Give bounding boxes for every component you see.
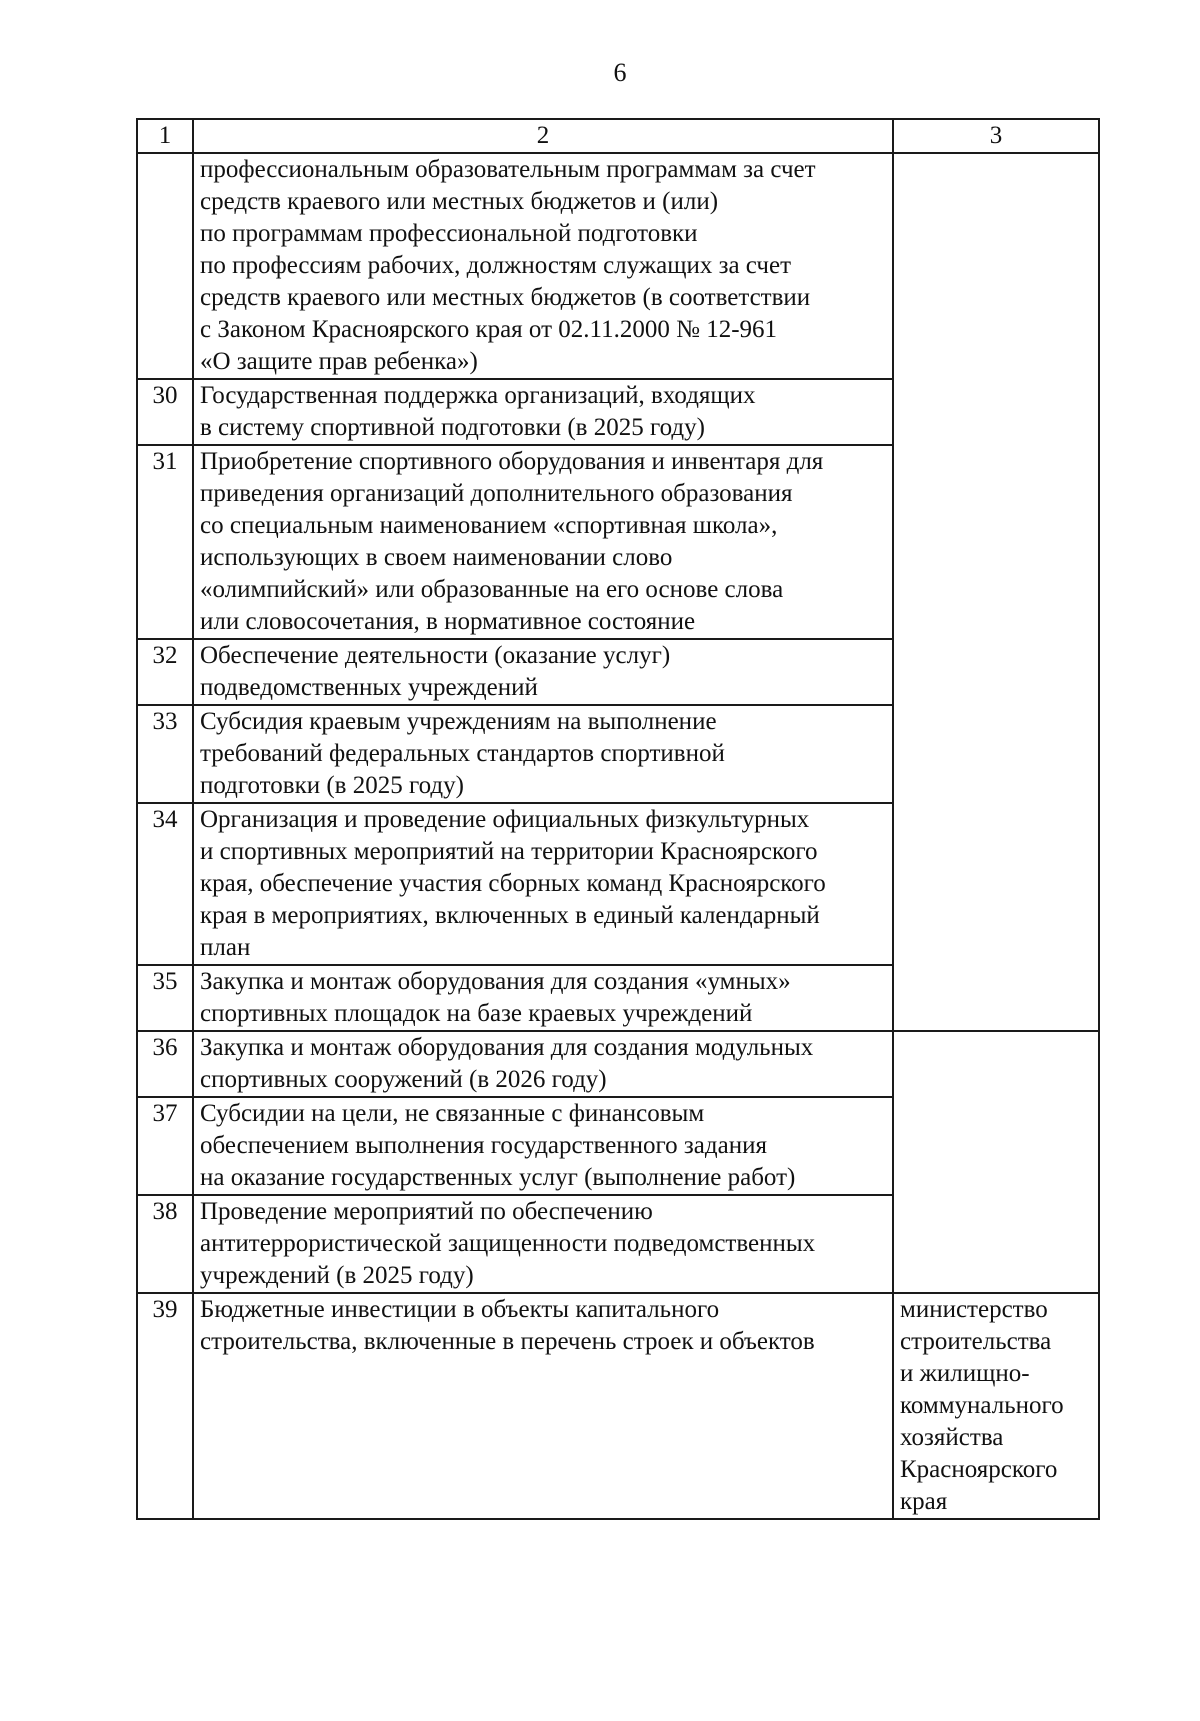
row-text: Приобретение спортивного оборудования и инвентаря для приведения организаций дополнительного образования со специальным наименованием «спортивная школа», использующих в своем наименовании слово «олимпийский» или образованные на его основе слова или словосочетания, в нормативное состояние <box>193 445 893 639</box>
executor-cell <box>893 1031 1099 1293</box>
row-number: 37 <box>137 1097 193 1195</box>
row-text: Закупка и монтаж оборудования для создания «умных» спортивных площадок на базе краевых учреждений <box>193 965 893 1031</box>
row-text: Организация и проведение официальных физкультурных и спортивных мероприятий на территории Красноярского края, обеспечение участия сборных команд Красноярского края в мероприятиях, включенных в единый календарный план <box>193 803 893 965</box>
header-col-3: 3 <box>893 119 1099 153</box>
row-text: профессиональным образовательным программам за счет средств краевого или местных бюджетов и (или) по программам профессиональной подготовки по профессиям рабочих, должностям служащих за счет средств краевого или местных бюджетов (в соответствии с Законом Красноярского края от 02.11.2000 № 12-961 «О защите прав ребенка») <box>193 153 893 379</box>
table-header-row <box>137 119 1099 153</box>
program-activities-table <box>136 118 1100 1520</box>
row-number: 38 <box>137 1195 193 1293</box>
row-number: 39 <box>137 1293 193 1519</box>
executor-cell <box>893 153 1099 1031</box>
header-col-2: 2 <box>193 119 893 153</box>
table-row <box>137 153 1099 379</box>
row-number: 31 <box>137 445 193 639</box>
row-text: Проведение мероприятий по обеспечению антитеррористической защищенности подведомственных учреждений (в 2025 году) <box>193 1195 893 1293</box>
row-number: 30 <box>137 379 193 445</box>
header-col-1: 1 <box>137 119 193 153</box>
table-row <box>137 1031 1099 1097</box>
row-text: Закупка и монтаж оборудования для создания модульных спортивных сооружений (в 2026 году) <box>193 1031 893 1097</box>
row-text: Бюджетные инвестиции в объекты капитального строительства, включенные в перечень строек и объектов <box>193 1293 893 1519</box>
row-number: 34 <box>137 803 193 965</box>
page-number: 6 <box>613 58 627 87</box>
row-text: Государственная поддержка организаций, входящих в систему спортивной подготовки (в 2025 году) <box>193 379 893 445</box>
row-number: 33 <box>137 705 193 803</box>
row-number: 32 <box>137 639 193 705</box>
row-number <box>137 153 193 379</box>
table-row <box>137 1293 1099 1519</box>
executor-cell: министерство строительства и жилищно- коммунального хозяйства Красноярского края <box>893 1293 1099 1519</box>
row-text: Субсидия краевым учреждениям на выполнение требований федеральных стандартов спортивной подготовки (в 2025 году) <box>193 705 893 803</box>
row-number: 35 <box>137 965 193 1031</box>
row-text: Субсидии на цели, не связанные с финансовым обеспечением выполнения государственного задания на оказание государственных услуг (выполнение работ) <box>193 1097 893 1195</box>
row-text: Обеспечение деятельности (оказание услуг) подведомственных учреждений <box>193 639 893 705</box>
row-number: 36 <box>137 1031 193 1097</box>
